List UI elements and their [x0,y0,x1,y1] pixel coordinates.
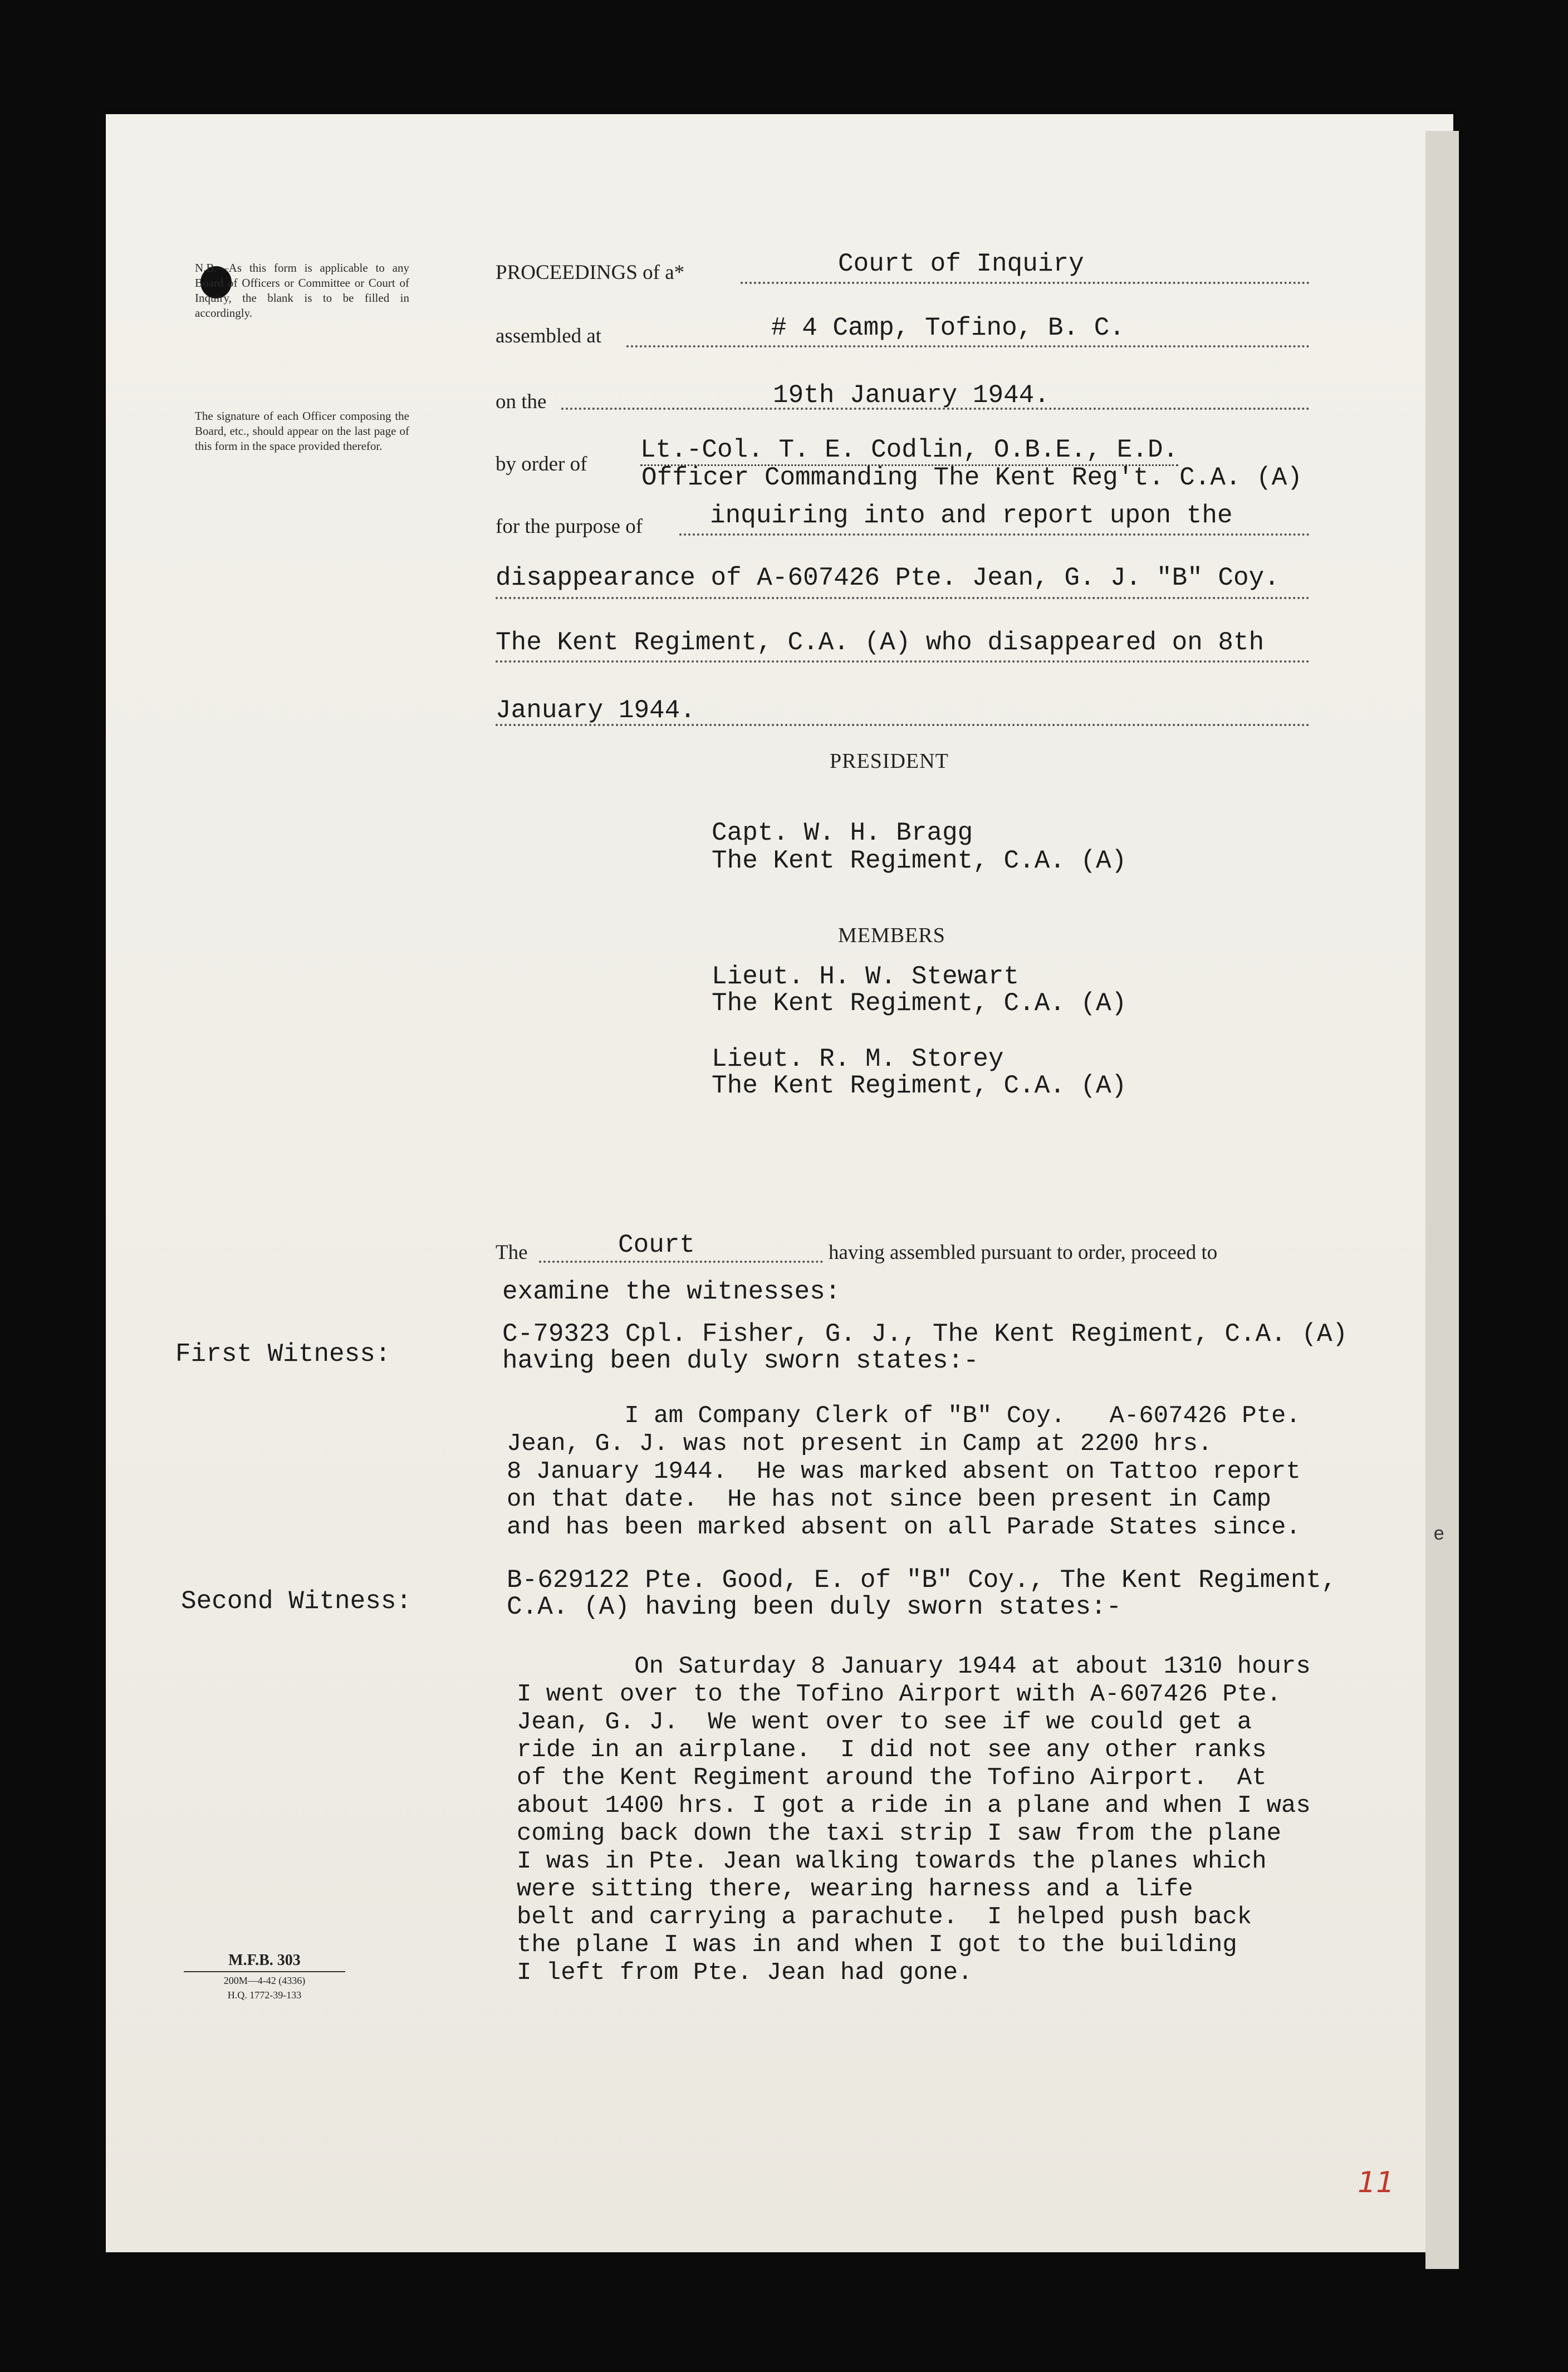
president-name: Capt. W. H. Bragg [712,819,973,847]
side-note-signature: The signature of each Officer composing the Board, etc., should appear on the last page of this form in the space provided therefor. [195,409,409,453]
member-2-name: Lieut. R. M. Storey [712,1045,1004,1074]
order-line-2: Officer Commanding The Kent Reg't. C.A. (A) [641,463,1302,492]
first-witness-label: First Witness: [175,1340,391,1369]
assembled-value: # 4 Camp, Tofino, B. C. [771,313,1125,342]
president-heading: PRESIDENT [830,749,949,773]
order-line-1: Lt.-Col. T. E. Codlin, O.B.E., E.D. [640,435,1178,466]
member-2-unit: The Kent Regiment, C.A. (A) [712,1071,1127,1100]
purpose-label: for the purpose of [496,515,643,538]
second-witness-intro-2: C.A. (A) having been duly sworn states:- [507,1592,1122,1621]
member-1-name: Lieut. H. W. Stewart [712,962,1020,991]
president-unit: The Kent Regiment, C.A. (A) [712,846,1127,875]
page-number-mark: 11 [1358,2166,1395,2199]
form-number: M.F.B. 303 [184,1952,345,1972]
assembly-text: having assembled pursuant to order, proceed to [829,1241,1218,1264]
first-witness-intro-2: having been duly sworn states:- [502,1346,979,1375]
dotted-line [626,345,1310,347]
date-label: on the [496,390,547,413]
member-1-unit: The Kent Regiment, C.A. (A) [712,989,1127,1018]
form-number-block [184,1952,345,2001]
second-witness-intro-1: B-629122 Pte. Good, E. of "B" Coy., The Kent Regiment, [507,1566,1337,1595]
purpose-line-4: January 1944. [496,696,695,725]
purpose-line-1: inquiring into and report upon the [710,501,1233,530]
assembled-label: assembled at [496,325,602,347]
second-witness-label: Second Witness: [181,1587,412,1616]
proceedings-value: Court of Inquiry [838,249,1084,278]
form-print-line-1: 200M—4-42 (4336) [223,1975,306,1986]
dotted-line [679,533,1310,536]
order-label: by order of [496,453,587,476]
purpose-line-2: disappearance of A-607426 Pte. Jean, G. J. "B" Coy. [496,563,1280,592]
dotted-line [741,282,1310,284]
assembly-court: Court [618,1231,695,1259]
first-witness-statement: I am Company Clerk of "B" Coy. A-607426 Pte. Jean, G. J. was not present in Camp at 2200 hrs. 8 January 1944. He was marked absent on Tattoo report on that date. He has not since been present in Camp and has been marked absent on all Parade States since. [507,1402,1301,1541]
side-note-form-usage: N.B.—As this form is applicable to any Board of Officers or Committee or Court of Inquiry, the blank is to be filled in accordingly. [195,261,409,320]
dotted-line [539,1261,823,1263]
page-edge [1425,131,1459,2269]
second-witness-statement: On Saturday 8 January 1944 at about 1310 hours I went over to the Tofino Airport with A-607426 Pte. Jean, G. J. We went over to see if we could get a ride in an airplane. I did not see any other ranks of the Kent Regiment around the Tofino Airport. At about 1400 hrs. I got a ride in a plane and when I was coming back down the taxi strip I saw from the plane I was in Pte. Jean walking towards the planes which were sitting there, wearing harness and a life belt and carrying a parachute. I helped push back the plane I was in and when I got to the building I left from Pte. Jean had gone. [517,1653,1311,1987]
dotted-line [496,660,1310,663]
date-value: 19th January 1944. [773,381,1050,410]
purpose-line-3: The Kent Regiment, C.A. (A) who disappeared on 8th [496,628,1265,657]
members-heading: MEMBERS [838,924,945,947]
assembly-line-2: examine the witnesses: [502,1277,841,1306]
assembly-the: The [496,1241,528,1264]
stray-character: e [1433,1525,1445,1546]
dotted-line [496,597,1310,599]
proceedings-label: PROCEEDINGS of a* [496,261,685,284]
first-witness-intro-1: C-79323 Cpl. Fisher, G. J., The Kent Regiment, C.A. (A) [502,1320,1348,1349]
form-print-line-2: H.Q. 1772-39-133 [227,1989,302,2001]
